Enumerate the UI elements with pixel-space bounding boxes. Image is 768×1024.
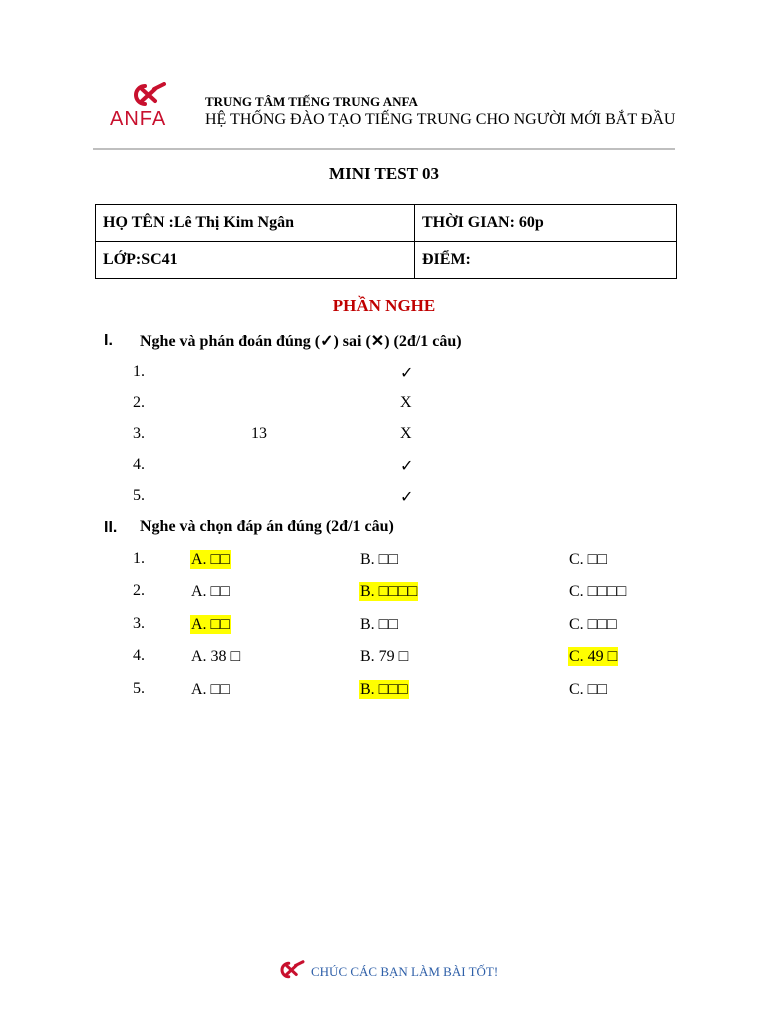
item-number: 2. [133,394,145,411]
anfa-footer-icon [276,960,306,980]
option-a[interactable]: A. □□ [191,681,230,698]
option-c[interactable]: C. □□□ [569,616,617,633]
option-c[interactable]: C. □□ [569,681,607,698]
student-info-table [95,204,677,279]
student-name: HỌ TÊN :Lê Thị Kim Ngân [96,205,415,242]
anfa-logo [108,82,188,130]
info-row [96,205,677,242]
header-divider [93,148,675,150]
info-row [96,242,677,279]
part2-heading: Nghe và chọn đáp án đúng (2đ/1 câu) [140,518,394,535]
item-text: 13 [251,425,267,442]
option-b[interactable]: B. □□□□ [360,583,418,600]
item-number: 3. [133,615,145,632]
org-tagline: HỆ THỐNG ĐÀO TẠO TIẾNG TRUNG CHO NGƯỜI MỚI BẮT ĐẦU [205,111,676,128]
item-number: 2. [133,582,145,599]
option-a[interactable]: A. □□ [191,583,230,600]
test-time: THỜI GIAN: 60p [415,205,677,242]
part2-numeral: II. [104,519,118,536]
org-name: TRUNG TÂM TIẾNG TRUNG ANFA [205,94,418,109]
option-b[interactable]: B. □□ [360,616,398,633]
option-c[interactable]: C. 49 □ [569,648,618,665]
option-c[interactable]: C. □□ [569,551,607,568]
option-b[interactable]: B. □□□ [360,681,408,698]
logo-text: ANFA [110,108,167,130]
item-number: 5. [133,487,145,504]
item-number: 4. [133,647,145,664]
option-b[interactable]: B. □□ [360,551,398,568]
item-number: 3. [133,425,145,442]
part1-numeral: I. [104,332,113,349]
test-title: MINI TEST 03 [329,164,439,183]
option-a[interactable]: A. 38 □ [191,648,241,665]
option-b[interactable]: B. 79 □ [360,648,409,665]
item-number: 5. [133,680,145,697]
item-mark: ✓ [400,458,414,475]
item-number: 4. [133,456,145,473]
footer-message: CHÚC CÁC BẠN LÀM BÀI TỐT! [311,964,499,979]
test-score: ĐIỂM: [415,242,677,279]
item-mark: ✓ [400,489,414,506]
item-number: 1. [133,363,145,380]
part1-heading: Nghe và phán đoán đúng (✓) sai (✕) (2đ/1 câu) [140,333,462,350]
option-a[interactable]: A. □□ [191,551,230,568]
item-mark: ✓ [400,365,414,382]
anfa-logo-icon [128,82,168,108]
student-class: LỚP:SC41 [96,242,415,279]
item-mark: X [400,425,412,442]
item-number: 1. [133,550,145,567]
section-title: PHẦN NGHE [332,296,436,315]
item-mark: X [400,394,412,411]
option-a[interactable]: A. □□ [191,616,230,633]
option-c[interactable]: C. □□□□ [569,583,627,600]
